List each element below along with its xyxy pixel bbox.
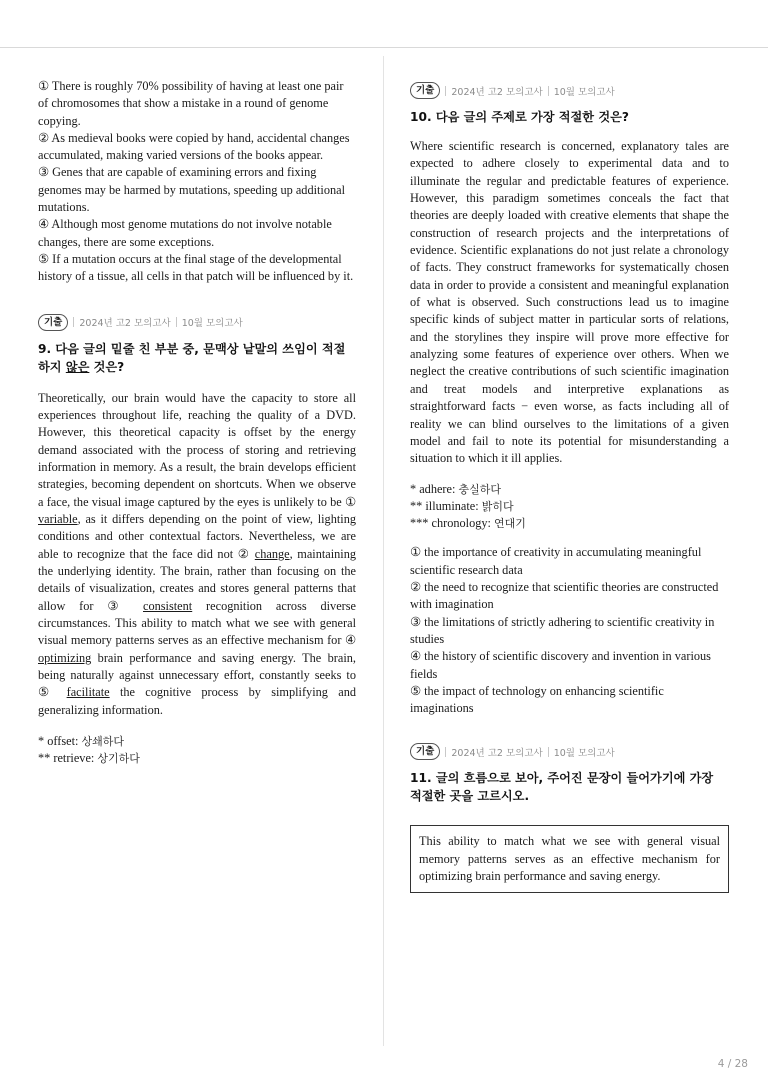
q10-option-3: ③ the limitations of strictly adhering to scientific creativity in studies [410,614,715,646]
q11-source-month: 10월 모의고사 [553,747,615,759]
passage-text: , as it differs depending on the point of view, lighting conditions and other contextual factors. Nevertheless, we are able to recognize that the face did not ② [38,511,356,561]
q11-title: 11. 글의 흐름으로 보아, 주어진 문장이 들어가기에 가장 적절한 곳을 고르시오. [410,771,714,804]
q9-passage [38,390,356,720]
q8-option-5: ⑤ If a mutation occurs at the final stage of the developmental history of a tissue, all cells in that patch will be influenced by it. [38,251,354,284]
passage-text: brain performance and saving energy. The brain, being naturally against unnecessary effort, constantly seeks to ⑤ [38,650,356,700]
q10-options [410,544,729,717]
q8-option-2: ② As medieval books were copied by hand, accidental changes accumulated, making varied versions of the books appear. [38,130,350,163]
q10-option-5: ⑤ the impact of technology on enhancing scientific imaginations [410,683,664,716]
q8-options [38,78,356,286]
q10-title: 10. 다음 글의 주제로 가장 적절한 것은? [410,110,629,124]
footnote-meaning: 밝히다 [481,499,514,513]
q8-option-3: ③ Genes that are capable of examining errors and fixing genomes may be harmed by mutations, speeding up additional mutations. [38,165,346,215]
q9-source-line [38,314,356,331]
underlined-word-2: change [254,546,290,561]
q11-given-sentence-box: This ability to match what we see with general visual memory patterns serves as an effective mechanism for optimizing brain performance and saving energy. [410,825,729,893]
q10-tag-badge: 기출 [410,82,440,99]
q10-passage: Where scientific research is concerned, explanatory tales are expected to adhere closely to experimental data and to illuminate the regular and predictable features of experience. However, this paradigm sometimes conceals the fact that theories are deeply loaded with creative elements that shape the construction of research projects and the interpretations of evidence. Scientific explanations do not just relate a chronology of facts. They construct frameworks for systematically chosen data in order to provide a consistent and meaningful explanation of what is observed. Such constructions lead us to imagine specific kinds of subject matter in particular sorts of relations, and the storylines they inspire will prove more effective for analyzing some features of experience over others. When we neglect the creative contributions of such scientific imagination and treat models and interpretive explanations as straightforward facts − even worse, as facts including all of reality we can blind ourselves to the limitations of a given model and fail to note its potential for misunderstanding a situation to which it ill applies. [410,139,729,466]
q8-option-1: ① There is roughly 70% possibility of having at least one pair of chromosomes that show a mistake in a round of genome copying. [38,79,344,128]
q10-source-month: 10월 모의고사 [553,86,615,98]
q9-title-part: 9. 다음 글의 밑줄 친 부분 중, 문맥상 낱말의 쓰임이 적절하지 [38,341,346,374]
footnote-meaning: 연대기 [494,517,526,531]
q10-option-2: ② the need to recognize that scientific theories are constructed with imagination [410,580,719,612]
footnote-term: *** chronology: [410,516,495,531]
q11-tag-badge: 기출 [410,743,440,760]
footnote [38,750,356,767]
footnote [410,481,729,498]
q9-source-exam: 2024년 고2 모의고사 [79,318,171,330]
passage-text: recognition across diverse circumstances. This ability to match what we see with general visual memory patterns serves as an effective mechanism for ④ [38,598,356,648]
separator [176,317,177,327]
footnote-term: ** illuminate: [410,498,482,513]
separator [548,86,549,96]
q10-footnotes [410,481,729,533]
footnote-meaning: 충실하다 [458,482,501,496]
passage-text: the cognitive process by simplifying and generalizing information. [38,685,356,717]
q10-source-line [410,82,729,99]
footnote-meaning: 상기하다 [97,752,140,766]
q11-source-line [410,743,729,760]
q8-option-4: ④ Although most genome mutations do not involve notable changes, there are some exceptions. [38,217,332,249]
q9-title [38,340,356,376]
q9-title-underlined: 않은 [65,359,90,374]
q10-source-exam: 2024년 고2 모의고사 [451,86,543,98]
underlined-word-5: facilitate [66,685,110,700]
separator [445,747,446,757]
footnote-meaning: 상쇄하다 [81,735,125,749]
underlined-word-1: variable [38,511,78,526]
footnote [410,515,729,532]
footnote [38,733,356,750]
right-column [410,82,729,893]
q9-footnotes [38,733,356,768]
footnote-term: ** retrieve: [38,751,98,766]
footnote-term: * offset: [38,734,82,749]
footnote [410,498,729,515]
q10-option-1: ① the importance of creativity in accumulating meaningful scientific research data [410,545,702,577]
q11-source-exam: 2024년 고2 모의고사 [451,747,543,759]
q9-title-part: 것은? [89,359,125,374]
footnote-term: * adhere: [410,481,459,496]
page-number: 4 / 28 [717,1058,748,1070]
passage-text: Theoretically, our brain would have the capacity to store all experiences throughout life, reaching the quality of a DVD. However, this theoretical capacity is offset by the energy demand associated with the process of storing and retrieving information in memory. As a result, the brain develops efficient strategies, becoming dependent on shortcuts. When we observe a face, the visual image captured by the eyes is unlikely to be ① [38,390,356,509]
separator [445,86,446,96]
passage-text: , maintaining the underlying identity. The brain, rather than focusing on the details of visualization, creates and stores general patterns that allow for ③ [38,546,357,613]
q9-source-month: 10월 모의고사 [181,318,243,330]
q9-tag-badge: 기출 [38,314,68,331]
column-divider [383,56,384,1046]
header-rule [0,47,768,48]
separator [548,747,549,757]
q10-option-4: ④ the history of scientific discovery and invention in various fields [410,649,711,681]
underlined-word-4: optimizing [38,650,92,665]
underlined-word-3: consistent [143,598,193,613]
left-column [38,78,356,768]
separator [73,317,74,327]
